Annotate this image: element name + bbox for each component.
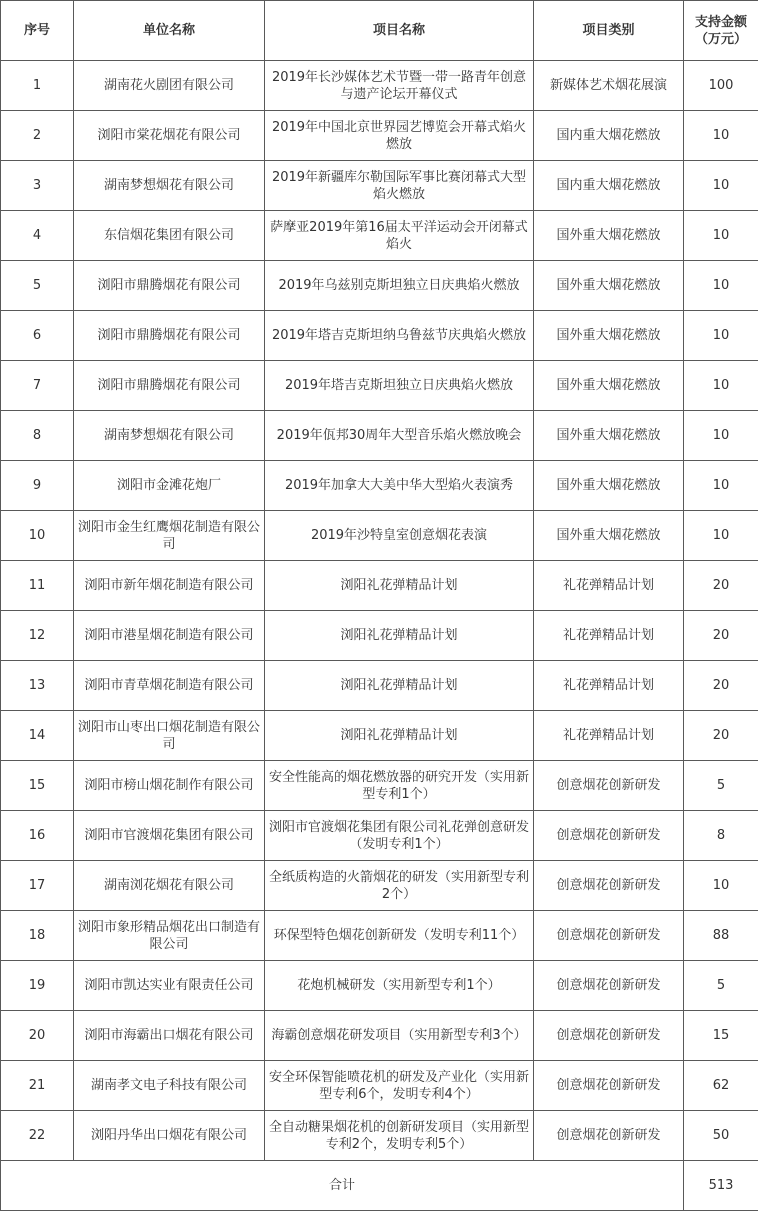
cell-index: 5 — [1, 261, 74, 311]
cell-org: 浏阳市金生红鹰烟花制造有限公司 — [74, 511, 265, 561]
cell-org: 湖南梦想烟花有限公司 — [74, 411, 265, 461]
cell-project: 2019年塔吉克斯坦纳乌鲁兹节庆典焰火燃放 — [265, 311, 534, 361]
cell-project: 安全性能高的烟花燃放器的研究开发（实用新型专利1个） — [265, 761, 534, 811]
cell-index: 18 — [1, 911, 74, 961]
cell-category: 创意烟花创新研发 — [534, 811, 684, 861]
cell-index: 7 — [1, 361, 74, 411]
table-row — [1, 361, 758, 411]
cell-amount: 10 — [684, 311, 758, 361]
cell-amount: 10 — [684, 461, 758, 511]
cell-index: 22 — [1, 1111, 74, 1161]
cell-amount: 62 — [684, 1061, 758, 1111]
cell-org: 湖南花火剧团有限公司 — [74, 61, 265, 111]
cell-org: 浏阳市青草烟花制造有限公司 — [74, 661, 265, 711]
total-amount: 513 — [684, 1161, 758, 1211]
table-row — [1, 961, 758, 1011]
cell-project: 浏阳礼花弹精品计划 — [265, 561, 534, 611]
cell-amount: 10 — [684, 111, 758, 161]
table-body — [1, 61, 758, 1161]
cell-index: 17 — [1, 861, 74, 911]
cell-amount: 5 — [684, 961, 758, 1011]
cell-category: 创意烟花创新研发 — [534, 861, 684, 911]
cell-category: 礼花弹精品计划 — [534, 661, 684, 711]
cell-org: 东信烟花集团有限公司 — [74, 211, 265, 261]
cell-org: 浏阳市官渡烟花集团有限公司 — [74, 811, 265, 861]
cell-project: 2019年沙特皇室创意烟花表演 — [265, 511, 534, 561]
cell-index: 9 — [1, 461, 74, 511]
cell-org: 浏阳市鼎腾烟花有限公司 — [74, 261, 265, 311]
table-row — [1, 1061, 758, 1111]
cell-project: 浏阳礼花弹精品计划 — [265, 661, 534, 711]
table-row — [1, 1111, 758, 1161]
table-row — [1, 61, 758, 111]
cell-category: 创意烟花创新研发 — [534, 911, 684, 961]
cell-category: 国外重大烟花燃放 — [534, 261, 684, 311]
cell-amount: 88 — [684, 911, 758, 961]
cell-project: 2019年乌兹别克斯坦独立日庆典焰火燃放 — [265, 261, 534, 311]
header-category: 项目类别 — [534, 1, 684, 61]
cell-project: 2019年长沙媒体艺术节暨一带一路青年创意与遗产论坛开幕仪式 — [265, 61, 534, 111]
table-row — [1, 411, 758, 461]
cell-amount: 20 — [684, 611, 758, 661]
cell-index: 19 — [1, 961, 74, 1011]
cell-index: 1 — [1, 61, 74, 111]
table-row — [1, 761, 758, 811]
cell-amount: 10 — [684, 211, 758, 261]
table-row — [1, 211, 758, 261]
cell-project: 安全环保智能喷花机的研发及产业化（实用新型专利6个，发明专利4个） — [265, 1061, 534, 1111]
cell-index: 3 — [1, 161, 74, 211]
cell-index: 6 — [1, 311, 74, 361]
cell-category: 新媒体艺术烟花展演 — [534, 61, 684, 111]
cell-project: 萨摩亚2019年第16届太平洋运动会开闭幕式焰火 — [265, 211, 534, 261]
table-row — [1, 161, 758, 211]
table-row — [1, 561, 758, 611]
cell-project: 全自动糖果烟花机的创新研发项目（实用新型专利2个，发明专利5个） — [265, 1111, 534, 1161]
cell-org: 湖南梦想烟花有限公司 — [74, 161, 265, 211]
cell-index: 2 — [1, 111, 74, 161]
cell-category: 国内重大烟花燃放 — [534, 111, 684, 161]
cell-category: 创意烟花创新研发 — [534, 761, 684, 811]
cell-project: 海霸创意烟花研发项目（实用新型专利3个） — [265, 1011, 534, 1061]
cell-org: 浏阳市金滩花炮厂 — [74, 461, 265, 511]
cell-project: 2019年新疆库尔勒国际军事比赛闭幕式大型焰火燃放 — [265, 161, 534, 211]
cell-category: 国外重大烟花燃放 — [534, 311, 684, 361]
cell-category: 创意烟花创新研发 — [534, 1011, 684, 1061]
table-row — [1, 461, 758, 511]
header-amount: 支持金额（万元） — [684, 1, 758, 61]
cell-project: 2019年塔吉克斯坦独立日庆典焰火燃放 — [265, 361, 534, 411]
cell-amount: 10 — [684, 261, 758, 311]
header-project: 项目名称 — [265, 1, 534, 61]
table-row — [1, 661, 758, 711]
cell-index: 11 — [1, 561, 74, 611]
cell-index: 12 — [1, 611, 74, 661]
cell-project: 2019年加拿大大美中华大型焰火表演秀 — [265, 461, 534, 511]
cell-category: 国外重大烟花燃放 — [534, 511, 684, 561]
total-row — [1, 1161, 758, 1211]
cell-category: 创意烟花创新研发 — [534, 961, 684, 1011]
table-row — [1, 261, 758, 311]
cell-index: 16 — [1, 811, 74, 861]
cell-category: 国内重大烟花燃放 — [534, 161, 684, 211]
cell-index: 8 — [1, 411, 74, 461]
table-row — [1, 311, 758, 361]
cell-org: 浏阳丹华出口烟花有限公司 — [74, 1111, 265, 1161]
cell-index: 4 — [1, 211, 74, 261]
cell-category: 礼花弹精品计划 — [534, 711, 684, 761]
cell-category: 创意烟花创新研发 — [534, 1111, 684, 1161]
cell-category: 礼花弹精品计划 — [534, 611, 684, 661]
cell-category: 礼花弹精品计划 — [534, 561, 684, 611]
cell-org: 浏阳市榜山烟花制作有限公司 — [74, 761, 265, 811]
cell-amount: 10 — [684, 161, 758, 211]
cell-index: 14 — [1, 711, 74, 761]
header-org: 单位名称 — [74, 1, 265, 61]
cell-project: 2019年佤邦30周年大型音乐焰火燃放晚会 — [265, 411, 534, 461]
header-row — [1, 1, 758, 61]
cell-amount: 20 — [684, 561, 758, 611]
cell-index: 13 — [1, 661, 74, 711]
cell-project: 环保型特色烟花创新研发（发明专利11个） — [265, 911, 534, 961]
cell-amount: 20 — [684, 661, 758, 711]
table-row — [1, 611, 758, 661]
table-row — [1, 511, 758, 561]
cell-index: 15 — [1, 761, 74, 811]
cell-project: 全纸质构造的火箭烟花的研发（实用新型专利2个） — [265, 861, 534, 911]
cell-org: 浏阳市鼎腾烟花有限公司 — [74, 311, 265, 361]
cell-amount: 10 — [684, 511, 758, 561]
cell-org: 湖南孝文电子科技有限公司 — [74, 1061, 265, 1111]
cell-org: 浏阳市棠花烟花有限公司 — [74, 111, 265, 161]
cell-project: 花炮机械研发（实用新型专利1个） — [265, 961, 534, 1011]
cell-category: 国外重大烟花燃放 — [534, 411, 684, 461]
cell-category: 国外重大烟花燃放 — [534, 211, 684, 261]
cell-index: 21 — [1, 1061, 74, 1111]
cell-org: 浏阳市新年烟花制造有限公司 — [74, 561, 265, 611]
cell-amount: 20 — [684, 711, 758, 761]
table-row — [1, 111, 758, 161]
total-label: 合计 — [1, 1161, 684, 1211]
cell-amount: 5 — [684, 761, 758, 811]
table-row — [1, 711, 758, 761]
cell-project: 浏阳市官渡烟花集团有限公司礼花弹创意研发（发明专利1个） — [265, 811, 534, 861]
cell-category: 国外重大烟花燃放 — [534, 361, 684, 411]
table-row — [1, 911, 758, 961]
cell-amount: 15 — [684, 1011, 758, 1061]
cell-project: 浏阳礼花弹精品计划 — [265, 711, 534, 761]
cell-category: 国外重大烟花燃放 — [534, 461, 684, 511]
cell-org: 湖南浏花烟花有限公司 — [74, 861, 265, 911]
header-index: 序号 — [1, 1, 74, 61]
cell-amount: 50 — [684, 1111, 758, 1161]
cell-org: 浏阳市山枣出口烟花制造有限公司 — [74, 711, 265, 761]
cell-amount: 10 — [684, 361, 758, 411]
table-row — [1, 861, 758, 911]
cell-amount: 8 — [684, 811, 758, 861]
cell-org: 浏阳市凯达实业有限责任公司 — [74, 961, 265, 1011]
table-row — [1, 811, 758, 861]
cell-category: 创意烟花创新研发 — [534, 1061, 684, 1111]
table-row — [1, 1011, 758, 1061]
cell-org: 浏阳市港星烟花制造有限公司 — [74, 611, 265, 661]
cell-index: 20 — [1, 1011, 74, 1061]
cell-project: 2019年中国北京世界园艺博览会开幕式焰火燃放 — [265, 111, 534, 161]
cell-index: 10 — [1, 511, 74, 561]
cell-amount: 10 — [684, 411, 758, 461]
cell-org: 浏阳市海霸出口烟花有限公司 — [74, 1011, 265, 1061]
cell-org: 浏阳市象形精品烟花出口制造有限公司 — [74, 911, 265, 961]
cell-amount: 100 — [684, 61, 758, 111]
cell-amount: 10 — [684, 861, 758, 911]
cell-project: 浏阳礼花弹精品计划 — [265, 611, 534, 661]
cell-org: 浏阳市鼎腾烟花有限公司 — [74, 361, 265, 411]
